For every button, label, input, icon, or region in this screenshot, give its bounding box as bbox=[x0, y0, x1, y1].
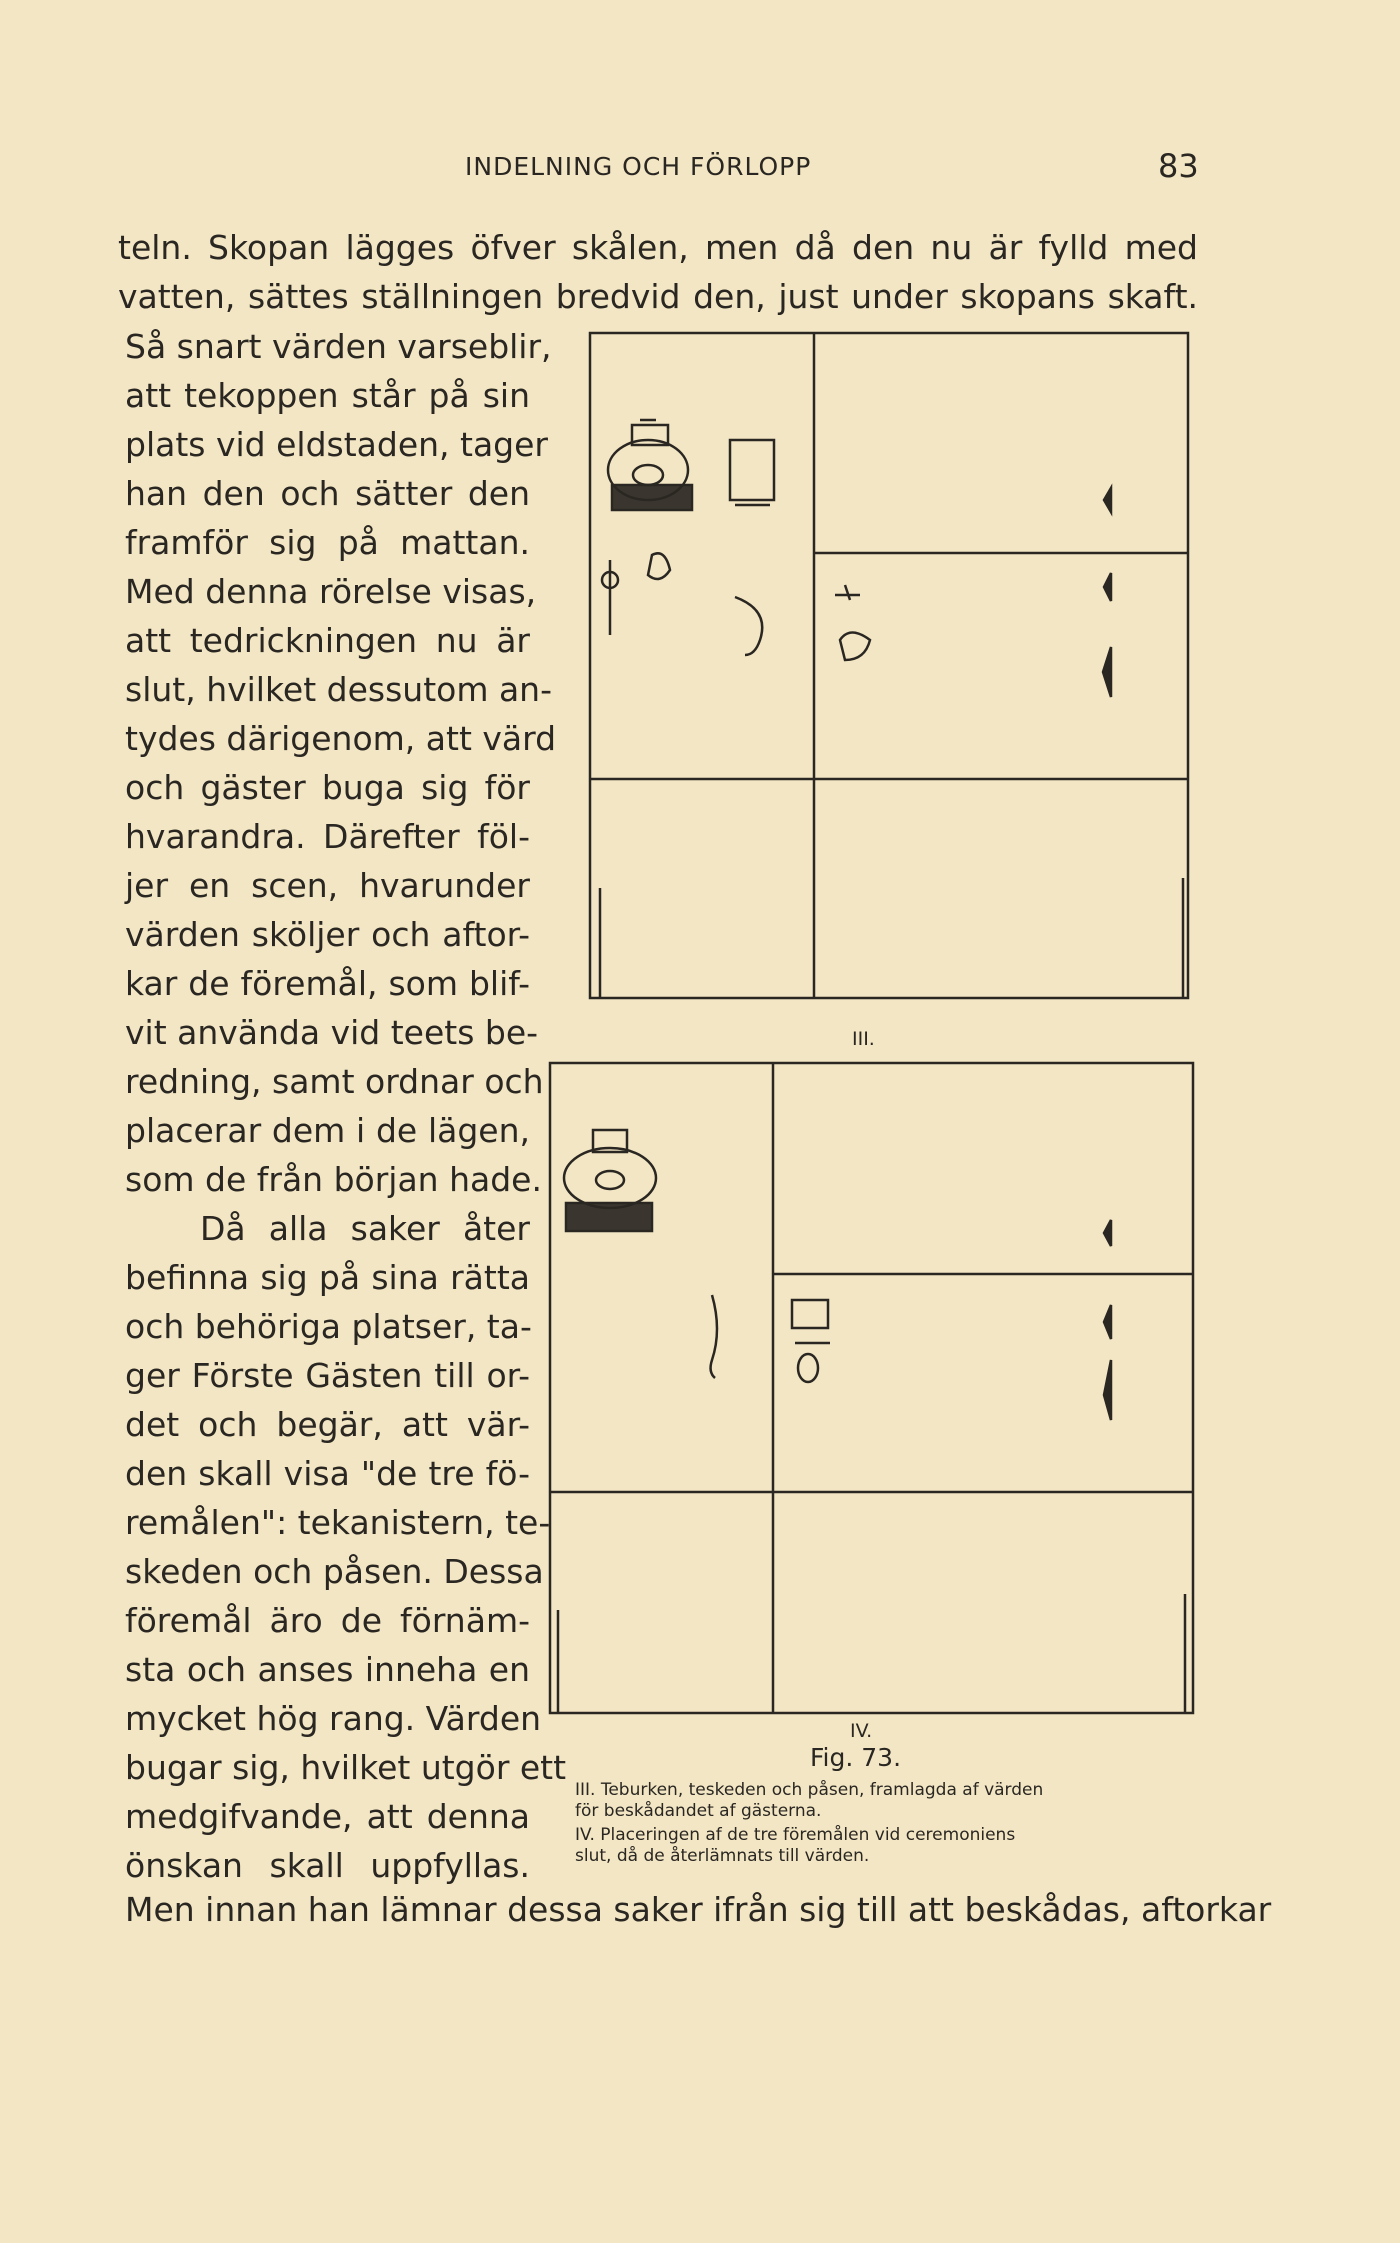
text-line: han den och sätter den bbox=[125, 474, 530, 513]
marker-icon bbox=[1103, 647, 1111, 697]
text-line: medgifvande, att denna bbox=[125, 1797, 530, 1836]
text-line: att tekoppen står på sin bbox=[125, 376, 530, 415]
text-line: slut, hvilket dessutom an- bbox=[125, 670, 553, 709]
bag-icon bbox=[730, 440, 774, 505]
text-line: befinna sig på sina rätta bbox=[125, 1258, 530, 1297]
text-line: remålen": tekanistern, te- bbox=[125, 1503, 551, 1542]
text-line: föremål äro de förnäm- bbox=[125, 1601, 530, 1640]
bag-icon bbox=[792, 1300, 830, 1382]
text-line: Så snart värden varseblir, bbox=[125, 327, 552, 366]
text-line: tydes därigenom, att värd bbox=[125, 719, 557, 758]
caption-line: för beskådandet af gästerna. bbox=[575, 1801, 822, 1821]
running-head: INDELNING OCH FÖRLOPP bbox=[465, 152, 812, 181]
text-line: att tedrickningen nu är bbox=[125, 621, 530, 660]
text-line: vatten, sättes ställningen bredvid den, just under skopans skaft. bbox=[118, 277, 1198, 316]
text-line: kar de föremål, som blif- bbox=[125, 964, 530, 1003]
figure-label-iii: III. bbox=[852, 1028, 875, 1050]
marker-icon bbox=[1104, 1360, 1111, 1420]
diagram-iii bbox=[590, 333, 1188, 998]
text-line: framför sig på mattan. bbox=[125, 523, 530, 562]
text-line: mycket hög rang. Värden bbox=[125, 1699, 542, 1738]
marker-icon bbox=[1104, 573, 1111, 601]
marker-icon bbox=[1104, 1305, 1111, 1339]
text-line: vit använda vid teets be- bbox=[125, 1013, 539, 1052]
tea-caddy-icon bbox=[608, 420, 692, 510]
text-line: det och begär, att vär- bbox=[125, 1405, 530, 1444]
text-line: Då alla saker åter bbox=[200, 1209, 530, 1248]
text-line: Men innan han lämnar dessa saker ifrån sig till att beskådas, aftorkar bbox=[125, 1890, 1272, 1929]
marker-icon bbox=[1104, 488, 1111, 512]
text-line: teln. Skopan lägges öfver skålen, men då den nu är fylld med bbox=[118, 228, 1198, 267]
caption-line: IV. Placeringen af de tre föremålen vid ceremoniens bbox=[575, 1825, 1016, 1845]
text-line: jer en scen, hvarunder bbox=[125, 866, 530, 905]
figure-label-iv: IV. bbox=[850, 1720, 873, 1742]
diagram-iv bbox=[550, 1063, 1193, 1713]
kettle-stand-icon bbox=[835, 585, 870, 660]
figure-title: Fig. 73. bbox=[810, 1743, 902, 1772]
tea-caddy-icon bbox=[564, 1130, 656, 1231]
text-line: plats vid eldstaden, tager bbox=[125, 425, 548, 464]
text-line: sta och anses inneha en bbox=[125, 1650, 530, 1689]
text-line: som de från början hade. bbox=[125, 1160, 542, 1199]
text-line: placerar dem i de lägen, bbox=[125, 1111, 530, 1150]
text-line: den skall visa "de tre fö- bbox=[125, 1454, 530, 1493]
text-line: bugar sig, hvilket utgör ett bbox=[125, 1748, 567, 1787]
spoon-icon bbox=[602, 560, 618, 635]
text-line: och behöriga platser, ta- bbox=[125, 1307, 532, 1346]
ladle-handle-icon bbox=[735, 597, 762, 655]
text-line: redning, samt ordnar och bbox=[125, 1062, 544, 1101]
page-number: 83 bbox=[1158, 147, 1199, 185]
caption-line: slut, då de återlämnats till värden. bbox=[575, 1846, 870, 1866]
text-line: skeden och påsen. Dessa bbox=[125, 1552, 544, 1591]
text-line: Med denna rörelse visas, bbox=[125, 572, 537, 611]
text-line: värden sköljer och aftor- bbox=[125, 915, 530, 954]
ladle-handle-icon bbox=[711, 1295, 717, 1378]
text-line: hvarandra. Därefter föl- bbox=[125, 817, 530, 856]
marker-icon bbox=[1104, 1220, 1111, 1246]
cup-icon bbox=[648, 553, 670, 579]
text-line: önskan skall uppfyllas. bbox=[125, 1846, 530, 1885]
text-line: ger Förste Gästen till or- bbox=[125, 1356, 530, 1395]
text-line: och gäster buga sig för bbox=[125, 768, 530, 807]
caption-line: III. Teburken, teskeden och påsen, framlagda af värden bbox=[575, 1780, 1044, 1800]
